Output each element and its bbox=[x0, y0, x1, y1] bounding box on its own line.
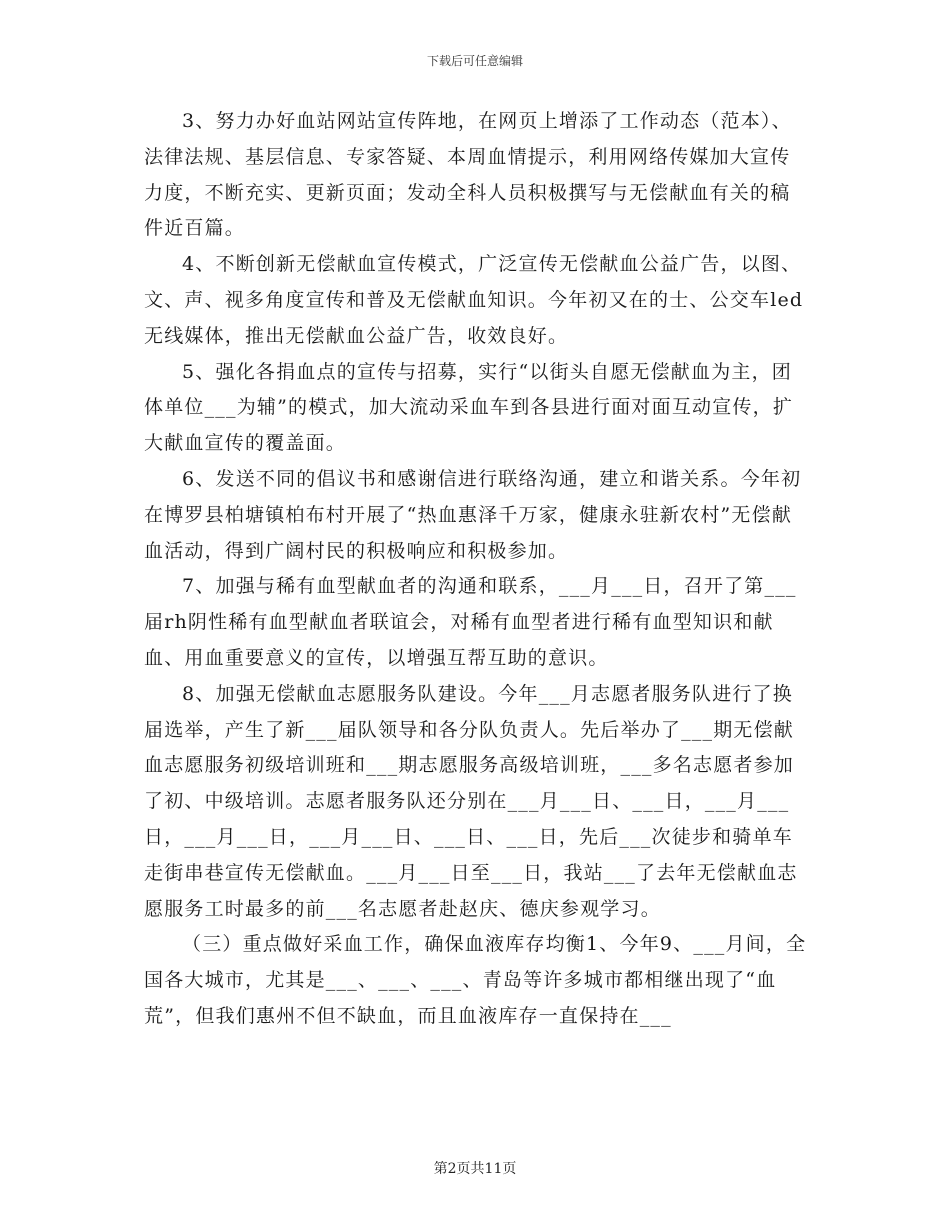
paragraph-4: 4、不断创新无偿献血宣传模式，广泛宣传无偿献血公益广告，以图、文、声、视多角度宣传和普及无偿献血知识。今年初又在的士、公交车led无线媒体，推出无偿献血公益广告，收效良好。 bbox=[144, 253, 804, 347]
paragraph-8: 8、加强无偿献血志愿服务队建设。今年___月志愿者服务队进行了换届选举，产生了新___届队领导和各分队负责人。先后举办了___期无偿献血志愿服务初级培训班和___期志愿服务高级培训班，___多名志愿者参加了初、中级培训。志愿者服务队还分别在___月___日、___日，___月___日，___月___日，___月___日、___日、___日，先后___次徒步和骑单车走街串巷宣传无偿献血。___月___日至___日，我站___了去年无偿献血志愿服务工时最多的前___名志愿者赴赵庆、德庆参观学习。 bbox=[144, 682, 798, 920]
paragraph-section-3: （三）重点做好采血工作，确保血液库存均衡1、今年9、___月间，全国各大城市，尤其是___、___、___、青岛等许多城市都相继出现了“血荒”，但我们惠州不但不缺血，而且血液库存一直保持在___ bbox=[144, 933, 807, 1027]
paragraph-7: 7、加强与稀有血型献血者的沟通和联系，___月___日，召开了第___届rh阴性稀有血型献血者联谊会，对稀有血型者进行稀有血型知识和献血、用血重要意义的宣传，以增强互帮互助的意识。 bbox=[144, 575, 797, 669]
document-body bbox=[144, 104, 809, 1035]
paragraph-6: 6、发送不同的倡议书和感谢信进行联络沟通，建立和谐关系。今年初在博罗县柏塘镇柏布村开展了“热血惠泽千万家，健康永驻新农村”无偿献血活动，得到广阔村民的积极响应和积极参加。 bbox=[144, 467, 802, 562]
paragraph-3: 3、努力办好血站网站宣传阵地，在网页上增添了工作动态（范本）、法律法规、基层信息、专家答疑、本周血情提示，利用网络传媒加大宣传力度，不断充实、更新页面；发动全科人员积极撰写与无偿献血有关的稿件近百篇。 bbox=[144, 110, 792, 240]
paragraph-5: 5、强化各捐血点的宣传与招募，实行“以街头自愿无偿献血为主，团体单位___为辅”的模式，加大流动采血车到各县进行面对面互动宣传，扩大献血宣传的覆盖面。 bbox=[144, 360, 794, 455]
page-footer: 第2页共11页 bbox=[433, 1161, 517, 1177]
page-header: 下载后可任意编辑 bbox=[426, 54, 523, 68]
